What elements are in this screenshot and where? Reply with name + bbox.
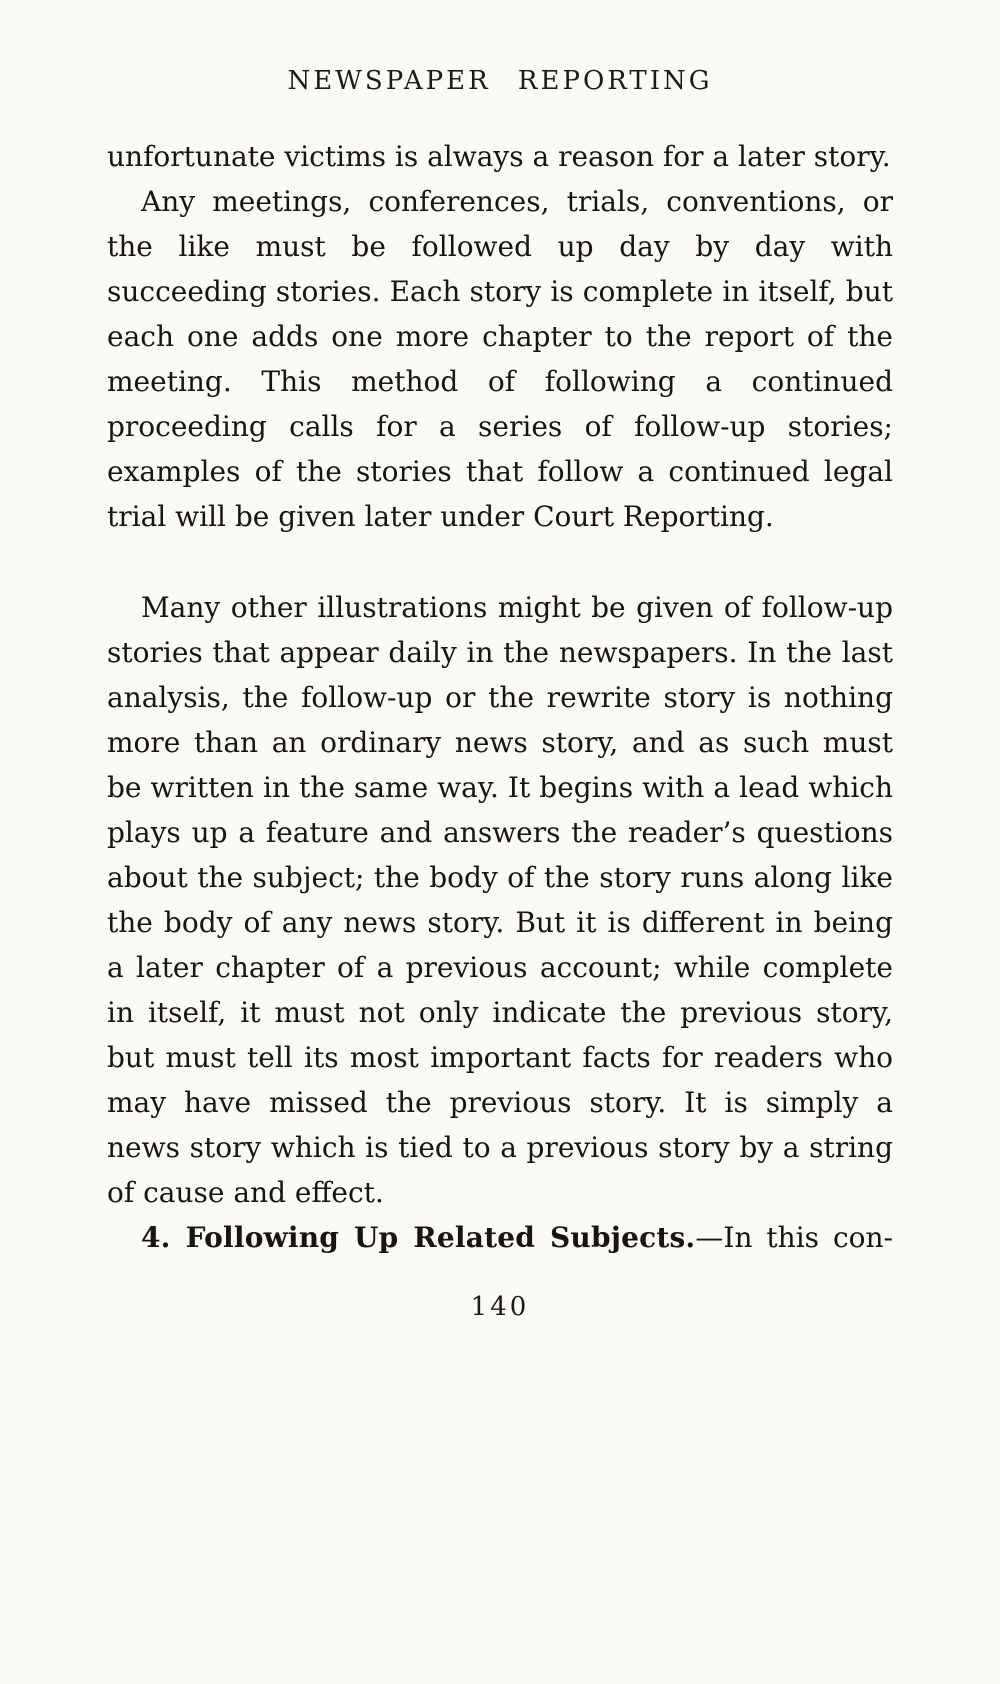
page-number: 140: [470, 1292, 530, 1322]
section-heading-bold: 4. Following Up Related Subjects.: [141, 1221, 696, 1254]
paragraph-section-start: [107, 1215, 893, 1260]
paragraph: Many other illustrations might be given of follow-up stories that appear daily in the newspapers. In the last analysis, the follow-up or the rewrite story is nothing more than an ordinary news story, and as such must be written in the same way. It begins with a lead which plays up a feature and answers the reader’s questions about the subject; the body of the story runs along like the body of any news story. But it is different in being a later chapter of a previous account; while complete in itself, it must not only indicate the previous story, but must tell its most important facts for readers who may have missed the previous story. It is simply a news story which is tied to a previous story by a string of cause and effect.: [107, 591, 893, 1209]
section-heading-rest: —In this con-: [695, 1221, 893, 1254]
running-header: NEWSPAPER REPORTING: [287, 66, 713, 96]
paragraph: Any meetings, conferences, trials, conventions, or the like must be followed up day by day with succeeding stories. Each story is complete in itself, but each one adds one more chapter to the report of the meeting. This method of following a continued proceeding calls for a series of follow-up stories; examples of the stories that follow a continued legal trial will be given later under Court Reporting.: [107, 185, 893, 533]
paragraph-continuation: unfortunate victims is always a reason for a later story.: [107, 140, 891, 173]
text-block: [107, 134, 893, 1260]
